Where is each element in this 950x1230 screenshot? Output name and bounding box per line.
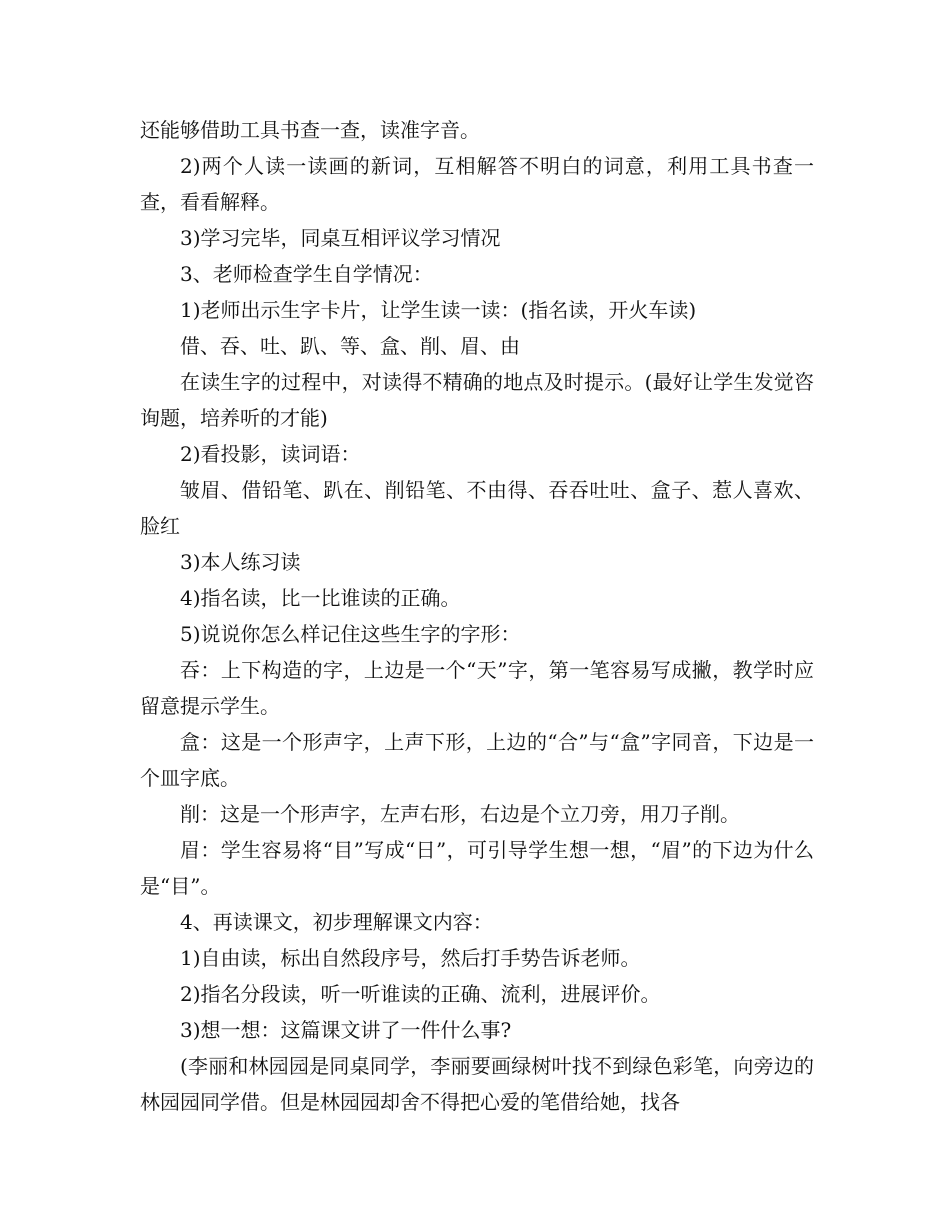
paragraph: 2)看投影，读词语：: [180, 442, 361, 466]
paragraph: (李丽和林园园是同桌同学，李丽要画绿树叶找不到绿色彩笔，向旁边的林园园同学借。但是林园园却舍不得把心爱的笔借给她，找各: [140, 1054, 814, 1114]
paragraph: 1)自由读，标出自然段序号，然后打手势告诉老师。: [180, 946, 641, 970]
paragraph: 借、吞、吐、趴、等、盒、削、眉、由: [180, 334, 520, 358]
paragraph: 在读生字的过程中，对读得不精确的地点及时提示。(最好让学生发觉咨询题，培养听的才能): [140, 370, 814, 430]
paragraph: 还能够借助工具书查一查，读准字音。: [140, 118, 480, 142]
paragraph: 4、再读课文，初步理解课文内容：: [180, 910, 493, 934]
paragraph: 4)指名读，比一比谁读的正确。: [180, 586, 461, 610]
paragraph: 2)两个人读一读画的新词，互相解答不明白的词意，利用工具书查一查，看看解释。: [140, 154, 814, 214]
document-body: [140, 112, 814, 1120]
paragraph: 削：这是一个形声字，左声右形，右边是个立刀旁，用刀子削。: [180, 802, 740, 826]
paragraph: 3)本人练习读: [180, 550, 301, 574]
paragraph: 3、老师检查学生自学情况：: [180, 262, 433, 286]
paragraph: 盒：这是一个形声字，上声下形，上边的“合”与“盒”字同音，下边是一个皿字底。: [140, 730, 814, 790]
paragraph: 3)学习完毕，同桌互相评议学习情况: [180, 226, 501, 250]
paragraph: 1)老师出示生字卡片，让学生读一读：(指名读，开火车读): [180, 298, 697, 322]
paragraph: 眉：学生容易将“目”写成“日”，可引导学生想一想，“眉”的下边为什么是“目”。: [140, 838, 814, 898]
paragraph: 皱眉、借铅笔、趴在、削铅笔、不由得、吞吞吐吐、盒子、惹人喜欢、脸红: [140, 478, 814, 538]
paragraph: 3)想一想：这篇课文讲了一件什么事?: [180, 1018, 512, 1042]
paragraph: 吞：上下构造的字，上边是一个“天”字，第一笔容易写成撇，教学时应留意提示学生。: [140, 658, 814, 718]
paragraph: 5)说说你怎么样记住这些生字的字形：: [180, 622, 521, 646]
paragraph: 2)指名分段读，听一听谁读的正确、流利，进展评价。: [180, 982, 661, 1006]
